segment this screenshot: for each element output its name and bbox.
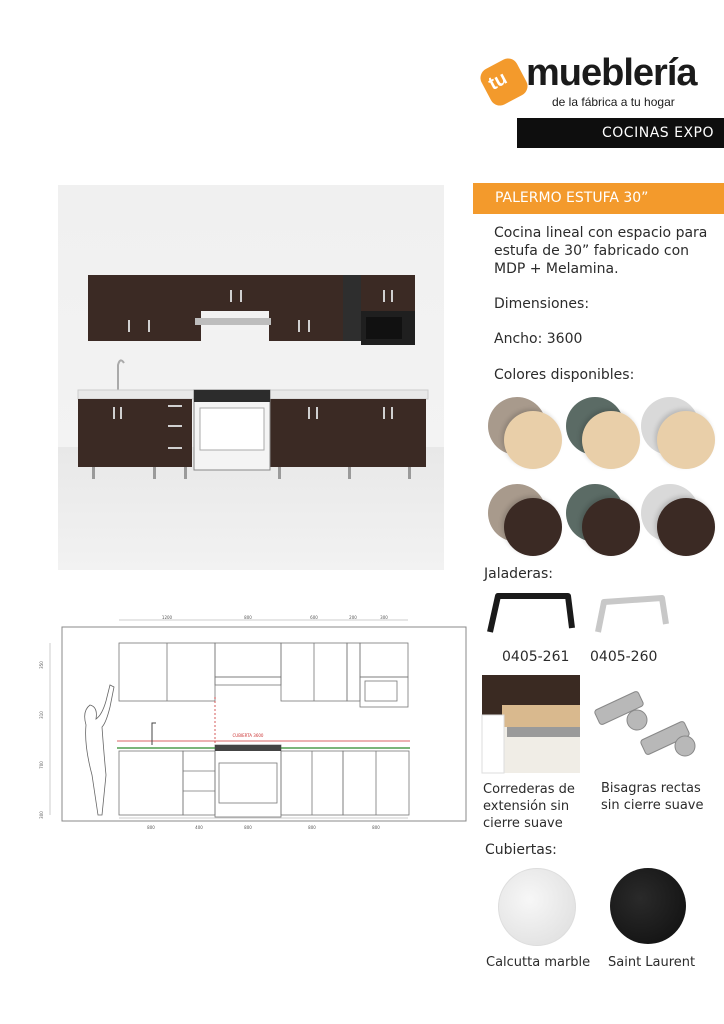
hinge-photo <box>585 680 709 770</box>
hinge-icon <box>585 680 709 770</box>
top-dimension: 200 <box>349 615 357 620</box>
product-title: PALERMO ESTUFA 30” <box>495 190 649 206</box>
brand-name: mueblería <box>526 52 697 94</box>
color-swatch-front <box>582 498 640 556</box>
description-line: MDP + Melamina. <box>494 261 619 277</box>
hinges-label-line: sin cierre suave <box>601 798 704 813</box>
drawer-slide-icon <box>482 675 580 773</box>
color-swatch-front <box>582 411 640 469</box>
top-dimension: 300 <box>380 615 388 620</box>
product-description <box>494 224 720 278</box>
countertop-saint-laurent-swatch <box>610 868 686 944</box>
product-title-bar <box>473 183 724 214</box>
countertop-name: Calcutta marble <box>486 955 591 970</box>
color-swatch-front <box>504 498 562 556</box>
countertops-heading: Cubiertas: <box>485 842 557 858</box>
side-dimension: 310 <box>38 711 44 719</box>
slides-label-line: Correderas de <box>483 782 575 797</box>
bottom-dimension: 400 <box>195 825 203 830</box>
handles-heading: Jaladeras: <box>484 566 554 582</box>
description-line: estufa de 30” fabricado con <box>494 243 690 259</box>
color-swatch-front <box>657 498 715 556</box>
brand-tagline: de la fábrica a tu hogar <box>552 95 675 109</box>
width-text: Ancho: 3600 <box>494 331 583 347</box>
slides-label <box>483 781 575 832</box>
bottom-dimension: 800 <box>147 825 155 830</box>
product-photo <box>58 185 444 570</box>
bottom-dimension: 800 <box>372 825 380 830</box>
countertop-note: CUBIERTA 3600 <box>232 733 264 738</box>
slides-label-line: cierre suave <box>483 816 563 831</box>
kitchen-illustration <box>58 185 444 570</box>
hinges-label-line: Bisagras rectas <box>601 781 701 796</box>
handle-code: 0405-260 <box>590 649 658 665</box>
side-dimension: 350 <box>38 661 44 669</box>
colors-heading: Colores disponibles: <box>494 367 635 383</box>
color-swatch-front <box>657 411 715 469</box>
technical-drawing <box>62 615 467 830</box>
logo-badge <box>477 55 531 109</box>
side-dimension: 300 <box>38 811 44 819</box>
section-label: COCINAS EXPO <box>602 125 714 141</box>
handle-code: 0405-261 <box>502 649 570 665</box>
section-banner <box>517 118 724 148</box>
top-dimension: 800 <box>244 615 252 620</box>
elevation-drawing <box>62 615 467 830</box>
bottom-dimension: 800 <box>244 825 252 830</box>
logo-badge-text: tu <box>485 67 511 95</box>
side-dimensions <box>38 640 46 840</box>
side-dimension: 700 <box>38 761 44 769</box>
drawer-slide-photo <box>482 675 580 773</box>
slides-label-line: extensión sin <box>483 799 570 814</box>
countertop-calcutta-swatch <box>498 868 576 946</box>
color-swatches <box>484 395 724 565</box>
color-swatch-front <box>504 411 562 469</box>
dimensions-heading: Dimensiones: <box>494 296 590 312</box>
handle-black-icon <box>480 588 580 648</box>
hinges-label <box>601 780 704 814</box>
description-line: Cocina lineal con espacio para <box>494 225 708 241</box>
top-dimension: 600 <box>310 615 318 620</box>
top-dimension: 1200 <box>161 615 173 620</box>
countertop-name: Saint Laurent <box>608 955 696 970</box>
bottom-dimension: 800 <box>308 825 316 830</box>
handle-silver-icon <box>590 588 680 648</box>
